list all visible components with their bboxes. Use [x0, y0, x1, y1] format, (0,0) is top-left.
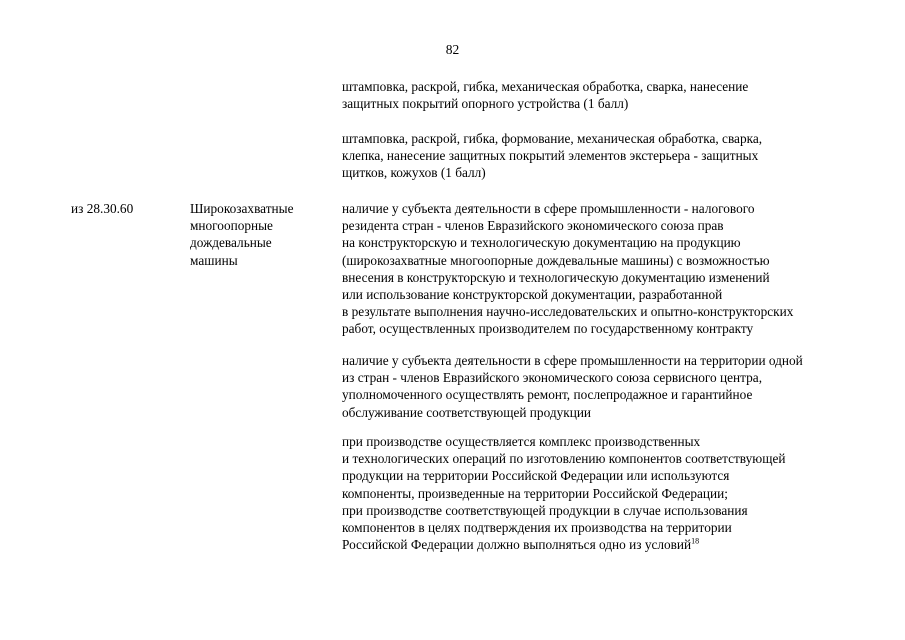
text-line: при производстве осуществляется комплекс производственных	[342, 434, 701, 449]
text-line: компонентов в целях подтверждения их производства на территории	[342, 520, 732, 536]
text-line: наличие у субъекта деятельности в сфере промышленности - налогового	[342, 201, 755, 216]
requirement-2	[342, 352, 882, 421]
text-line: резидента стран - членов Евразийского экономического союза прав	[342, 218, 724, 234]
text-line: клепка, нанесение защитных покрытий элементов экстерьера - защитных	[342, 148, 759, 164]
product-name-line: Широкозахватные	[190, 201, 294, 216]
page-number	[0, 41, 905, 58]
requirement-1	[342, 200, 882, 338]
text-line: при производстве соответствующей продукции в случае использования	[342, 502, 748, 518]
text-line: Российской Федерации должно выполняться одно из условий	[342, 537, 692, 553]
text-line-with-footnote	[342, 536, 882, 553]
footnote-marker: 18	[691, 536, 700, 546]
text-line: на конструкторскую и технологическую документацию на продукцию	[342, 235, 741, 251]
text-line: наличие у субъекта деятельности в сфере промышленности на территории одной	[342, 353, 803, 368]
text-line: штамповка, раскрой, гибка, механическая обработка, сварка, нанесение	[342, 79, 749, 94]
text-line: внесения в конструкторскую и технологическую документацию изменений	[342, 269, 770, 285]
text-line: щитков, кожухов (1 балл)	[342, 165, 486, 181]
product-code	[71, 200, 181, 217]
page-number-text: 82	[445, 42, 460, 57]
text-line: в результате выполнения научно-исследовательских и опытно-конструкторских	[342, 304, 794, 320]
text-line: (широкозахватные многоопорные дождевальные машины) с возможностью	[342, 252, 770, 268]
product-code-text: из 28.30.60	[71, 201, 134, 216]
text-line: или использование конструкторской документации, разработанной	[342, 287, 723, 303]
text-line: уполномоченного осуществлять ремонт, послепродажное и гарантийное	[342, 387, 753, 403]
text-line: и технологических операций по изготовлению компонентов соответствующей	[342, 451, 786, 467]
product-name-line: многоопорные	[190, 218, 273, 234]
text-line: компоненты, произведенные на территории Российской Федерации;	[342, 485, 728, 501]
text-line: из стран - членов Евразийского экономического союза сервисного центра,	[342, 370, 763, 386]
text-line: защитных покрытий опорного устройства (1 балл)	[342, 96, 629, 112]
product-name-line: дождевальные	[190, 235, 272, 251]
requirement-3	[342, 433, 882, 553]
text-line: продукции на территории Российской Федерации или используются	[342, 468, 730, 484]
product-name	[190, 200, 330, 269]
continued-paragraph-1	[342, 78, 882, 112]
product-name-line: машины	[190, 252, 238, 268]
text-line: обслуживание соответствующей продукции	[342, 404, 592, 420]
text-line: штамповка, раскрой, гибка, формование, механическая обработка, сварка,	[342, 131, 763, 146]
text-line: работ, осуществленных производителем по государственному контракту	[342, 321, 754, 337]
continued-paragraph-2	[342, 130, 882, 182]
